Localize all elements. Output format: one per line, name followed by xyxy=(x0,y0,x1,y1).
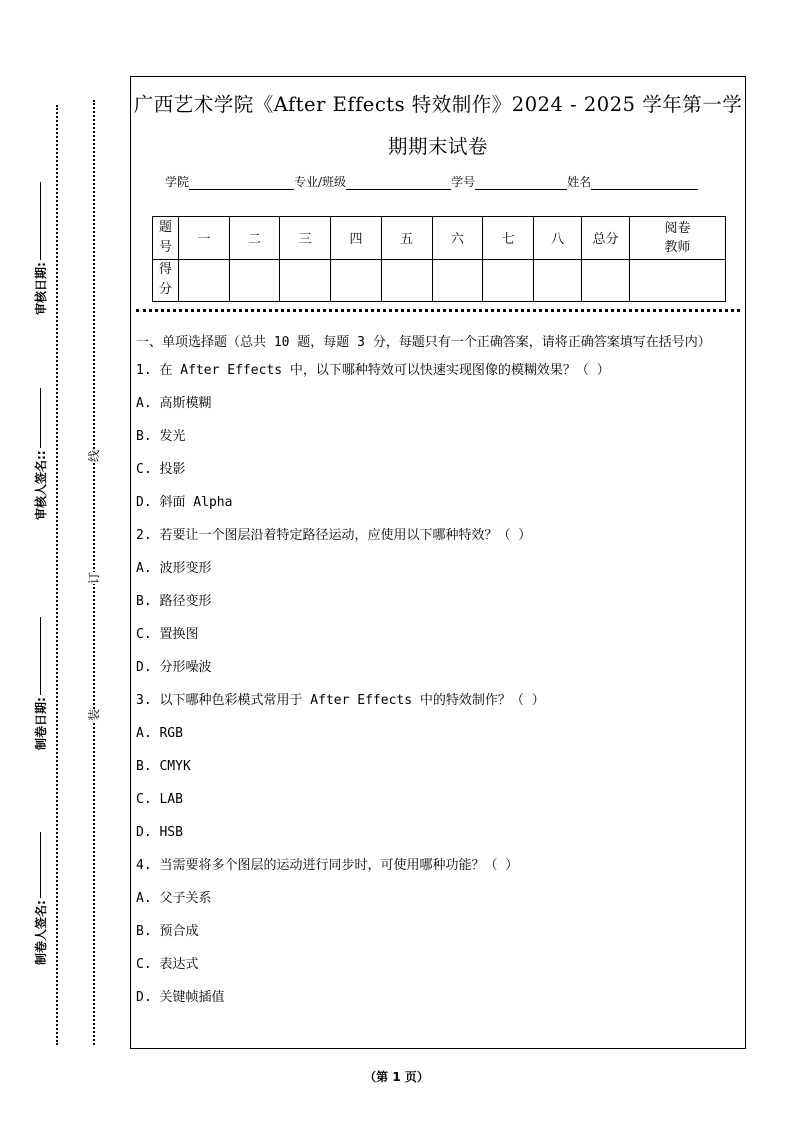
q4-option-a: A. 父子关系 xyxy=(136,891,212,906)
student-info-row xyxy=(165,173,698,190)
binding-fold-char: 装 xyxy=(87,708,102,722)
q1-option-c: C. 投影 xyxy=(136,462,186,477)
make-date-label: 制卷日期: xyxy=(30,610,50,750)
exam-title-line1: 广西艺术学院《After Effects 特效制作》2024 - 2025 学年第一学 xyxy=(133,93,743,116)
q4-option-c: C. 表达式 xyxy=(136,957,199,972)
col-5: 五 xyxy=(381,217,432,260)
col-1: 一 xyxy=(179,217,230,260)
q3-option-b: B. CMYK xyxy=(136,759,191,774)
name-label: 姓名 xyxy=(567,175,592,189)
grader-label-2: 教师 xyxy=(664,239,691,255)
name-field[interactable] xyxy=(591,176,698,190)
reviewer-signature-blank[interactable] xyxy=(40,388,41,448)
q1-option-a: A. 高斯模糊 xyxy=(136,396,212,411)
q1-option-d: D. 斜面 Alpha xyxy=(136,495,233,510)
page-number: （第 1 页） xyxy=(364,1070,429,1084)
make-date-blank[interactable] xyxy=(40,617,41,695)
college-label: 学院 xyxy=(165,175,190,189)
grader-header xyxy=(630,217,726,260)
score-table xyxy=(152,216,726,302)
score-label: 得分 xyxy=(153,259,179,302)
q2-option-d: D. 分形噪波 xyxy=(136,660,212,675)
score-cell-3[interactable] xyxy=(280,259,331,302)
exam-title-line2: 期期末试卷 xyxy=(387,135,488,158)
maker-signature-label: 制卷人签名: xyxy=(30,825,50,965)
score-cell-5[interactable] xyxy=(381,259,432,302)
section-1 xyxy=(136,332,741,1020)
student-id-label: 学号 xyxy=(451,175,476,189)
score-cell-1[interactable] xyxy=(179,259,230,302)
score-cell-6[interactable] xyxy=(432,259,483,302)
binding-line-char: 线 xyxy=(87,449,102,463)
q3-option-c: C. LAB xyxy=(136,792,183,807)
outer-dotted-cut-line xyxy=(56,105,58,1045)
score-table-header-row xyxy=(153,217,726,260)
review-date-blank[interactable] xyxy=(40,182,41,260)
question-3: 3. 以下哪种色彩模式常用于 After Effects 中的特效制作？（ ） xyxy=(136,693,545,708)
q3-option-d: D. HSB xyxy=(136,825,183,840)
score-cell-total[interactable] xyxy=(582,259,630,302)
question-2: 2. 若要让一个图层沿着特定路径运动，应使用以下哪种特效？（ ） xyxy=(136,528,532,543)
col-3: 三 xyxy=(280,217,331,260)
score-cell-7[interactable] xyxy=(483,259,534,302)
q2-option-c: C. 置换图 xyxy=(136,627,199,642)
section-1-heading: 一、单项选择题（总共 10 题，每题 3 分，每题只有一个正确答案，请将正确答案填写在括号内） xyxy=(136,335,711,350)
score-table-score-row xyxy=(153,259,726,302)
col-4: 四 xyxy=(331,217,382,260)
score-cell-grader[interactable] xyxy=(630,259,726,302)
score-cell-2[interactable] xyxy=(229,259,280,302)
grader-label-1: 阅卷 xyxy=(664,220,691,236)
major-class-label: 专业/班级 xyxy=(294,175,347,189)
major-class-field[interactable] xyxy=(346,176,451,190)
col-total: 总分 xyxy=(582,217,630,260)
q4-option-b: B. 预合成 xyxy=(136,924,199,939)
maker-signature-blank[interactable] xyxy=(40,832,41,898)
q3-option-a: A. RGB xyxy=(136,726,183,741)
exam-frame xyxy=(130,76,746,1049)
question-1: 1. 在 After Effects 中，以下哪种特效可以快速实现图像的模糊效果？（ ） xyxy=(136,363,610,378)
q2-option-a: A. 波形变形 xyxy=(136,561,212,576)
question-number-label: 题号 xyxy=(153,217,179,260)
reviewer-signature-label: 审核人签名:: xyxy=(30,380,50,520)
binding-bind-char: 订 xyxy=(87,571,102,585)
col-8: 八 xyxy=(534,217,582,260)
review-date-label: 审核日期: xyxy=(30,175,50,315)
college-field[interactable] xyxy=(189,176,294,190)
question-4: 4. 当需要将多个图层的运动进行同步时，可使用哪种功能？（ ） xyxy=(136,858,519,873)
q1-option-b: B. 发光 xyxy=(136,429,186,444)
col-6: 六 xyxy=(432,217,483,260)
col-7: 七 xyxy=(483,217,534,260)
col-2: 二 xyxy=(229,217,280,260)
score-cell-4[interactable] xyxy=(331,259,382,302)
q4-option-d: D. 关键帧插值 xyxy=(136,990,225,1005)
dotted-separator xyxy=(136,309,740,312)
student-id-field[interactable] xyxy=(475,176,567,190)
q2-option-b: B. 路径变形 xyxy=(136,594,212,609)
score-cell-8[interactable] xyxy=(534,259,582,302)
